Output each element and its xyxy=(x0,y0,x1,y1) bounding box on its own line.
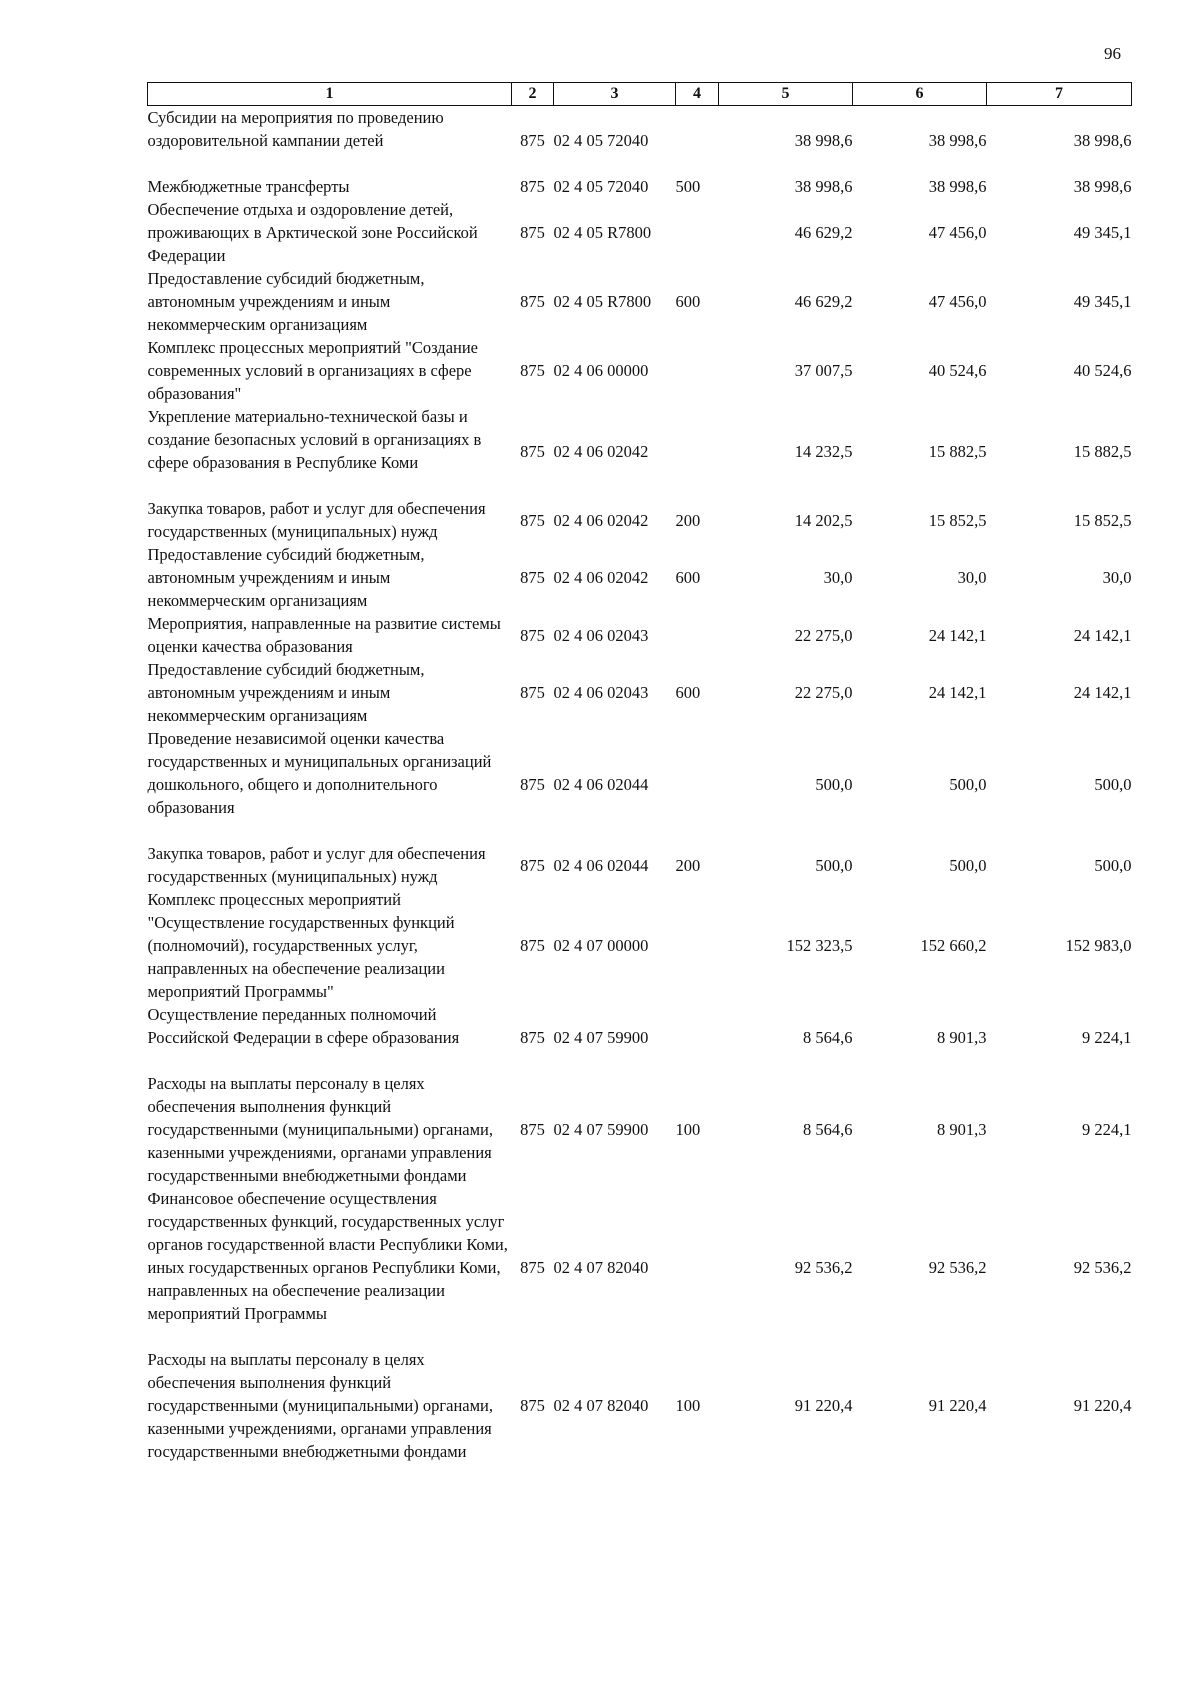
table-row xyxy=(148,842,1132,888)
row-amount-col6: 24 142,1 xyxy=(928,625,987,645)
row-amount-col5: 152 323,5 xyxy=(786,936,853,955)
row-amount-col6: 8 901,3 xyxy=(937,1028,987,1047)
row-ministry-code: 875 xyxy=(520,936,545,955)
row-amount-col5: 38 998,6 xyxy=(794,177,853,196)
row-ministry-code: 875 xyxy=(520,683,545,702)
row-amount-col5: 46 629,2 xyxy=(794,223,853,242)
row-amount-col7: 30,0 xyxy=(1102,568,1132,587)
row-ministry-code: 875 xyxy=(520,625,545,645)
row-expense-type xyxy=(676,405,719,497)
table-row xyxy=(148,198,1132,267)
row-amount-col5: 92 536,2 xyxy=(794,1258,853,1277)
row-description: Закупка товаров, работ и услуг для обеспечения государственных (муниципальных) нужд xyxy=(147,844,486,886)
row-description: Предоставление субсидий бюджетным, автономным учреждениям и иным некоммерческим организациям xyxy=(147,660,425,725)
row-amount-col7: 9 224,1 xyxy=(1082,1028,1132,1047)
row-amount-col7: 500,0 xyxy=(1094,775,1132,794)
row-target-article: 02 4 06 02042 xyxy=(553,441,649,461)
row-ministry-code: 875 xyxy=(520,568,545,587)
table-row xyxy=(148,405,1132,497)
row-amount-col6: 8 901,3 xyxy=(937,1120,987,1139)
row-target-article: 02 4 06 02043 xyxy=(553,683,649,702)
row-amount-col5: 500,0 xyxy=(815,775,853,794)
row-expense-type: 500 xyxy=(675,177,701,196)
row-amount-col7: 49 345,1 xyxy=(1073,292,1132,311)
row-description: Предоставление субсидий бюджетным, автономным учреждениям и иным некоммерческим организациям xyxy=(147,269,425,334)
row-amount-col6: 38 998,6 xyxy=(928,177,987,196)
row-target-article: 02 4 06 02043 xyxy=(553,625,649,645)
row-description: Межбюджетные трансферты xyxy=(147,177,350,196)
row-amount-col5: 500,0 xyxy=(815,855,853,875)
row-amount-col5: 46 629,2 xyxy=(794,292,853,311)
row-amount-col5: 8 564,6 xyxy=(803,1028,853,1047)
row-ministry-code: 875 xyxy=(520,441,545,461)
row-target-article: 02 4 05 R7800 xyxy=(553,292,652,311)
row-description: Закупка товаров, работ и услуг для обеспечения государственных (муниципальных) нужд xyxy=(147,499,486,541)
row-amount-col5: 22 275,0 xyxy=(794,683,853,702)
row-expense-type xyxy=(676,106,719,176)
row-expense-type: 600 xyxy=(675,568,701,587)
row-target-article: 02 4 07 59900 xyxy=(553,1028,649,1047)
column-header: 3 xyxy=(554,83,676,106)
row-expense-type: 200 xyxy=(675,855,701,875)
row-target-article: 02 4 05 R7800 xyxy=(553,223,652,242)
table-header-row xyxy=(148,83,1132,106)
row-amount-col6: 152 660,2 xyxy=(920,936,987,955)
page-number: 96 xyxy=(1104,44,1121,63)
row-amount-col6: 40 524,6 xyxy=(928,361,987,380)
row-expense-type xyxy=(676,888,719,1003)
row-expense-type: 100 xyxy=(675,1396,701,1415)
row-ministry-code: 875 xyxy=(520,223,545,242)
row-amount-col6: 47 456,0 xyxy=(928,223,987,242)
row-ministry-code: 875 xyxy=(520,1120,545,1139)
row-description: Укрепление материально-технической базы и создание безопасных условий в организациях в сфере образования в Республике Коми xyxy=(147,407,482,472)
row-ministry-code: 875 xyxy=(520,177,545,196)
row-amount-col7: 24 142,1 xyxy=(1073,625,1132,645)
row-amount-col7: 38 998,6 xyxy=(1073,177,1132,196)
row-target-article: 02 4 06 02044 xyxy=(553,775,649,794)
row-expense-type xyxy=(676,727,719,842)
row-amount-col5: 14 232,5 xyxy=(794,441,853,461)
row-amount-col7: 38 998,6 xyxy=(1073,131,1132,150)
row-amount-col6: 91 220,4 xyxy=(928,1396,987,1415)
row-description: Комплекс процессных мероприятий "Создание современных условий в организациях в сфере образования" xyxy=(147,338,479,403)
row-amount-col6: 500,0 xyxy=(949,855,987,875)
row-description: Проведение независимой оценки качества государственных и муниципальных организаций дошкольного, общего и дополнительного образования xyxy=(147,729,492,817)
row-amount-col7: 15 852,5 xyxy=(1073,510,1132,530)
column-header: 7 xyxy=(987,83,1132,106)
row-amount-col6: 15 882,5 xyxy=(928,441,987,461)
column-header: 4 xyxy=(676,83,719,106)
row-amount-col7: 92 536,2 xyxy=(1073,1258,1132,1277)
row-amount-col6: 47 456,0 xyxy=(928,292,987,311)
row-amount-col7: 24 142,1 xyxy=(1073,683,1132,702)
row-description: Финансовое обеспечение осуществления государственных функций, государственных услуг органов государственной власти Республики Коми, иных государственных органов Республики Коми, направленных на обеспечение реализации мероприятий Программы xyxy=(147,1189,508,1323)
row-amount-col7: 9 224,1 xyxy=(1082,1120,1132,1139)
row-expense-type xyxy=(676,198,719,267)
row-amount-col6: 15 852,5 xyxy=(928,510,987,530)
row-amount-col5: 8 564,6 xyxy=(803,1120,853,1139)
table-row xyxy=(148,612,1132,658)
row-target-article: 02 4 06 02044 xyxy=(553,855,649,875)
row-amount-col7: 91 220,4 xyxy=(1073,1396,1132,1415)
table-row xyxy=(148,1348,1132,1463)
row-amount-col5: 38 998,6 xyxy=(794,131,853,150)
row-amount-col7: 500,0 xyxy=(1094,855,1132,875)
column-header: 1 xyxy=(148,83,512,106)
row-target-article: 02 4 05 72040 xyxy=(553,131,649,150)
row-target-article: 02 4 07 82040 xyxy=(553,1396,649,1415)
row-amount-col7: 40 524,6 xyxy=(1073,361,1132,380)
row-expense-type: 600 xyxy=(675,292,701,311)
column-header: 6 xyxy=(853,83,987,106)
row-ministry-code: 875 xyxy=(520,855,545,875)
row-target-article: 02 4 05 72040 xyxy=(553,177,649,196)
row-amount-col6: 500,0 xyxy=(949,775,987,794)
row-amount-col6: 38 998,6 xyxy=(928,131,987,150)
budget-table xyxy=(147,82,1132,1463)
column-header: 2 xyxy=(512,83,554,106)
row-ministry-code: 875 xyxy=(520,775,545,794)
table-row xyxy=(148,106,1132,176)
row-ministry-code: 875 xyxy=(520,361,545,380)
table-row xyxy=(148,1072,1132,1187)
table-row xyxy=(148,658,1132,727)
row-target-article: 02 4 07 00000 xyxy=(553,936,649,955)
table-row xyxy=(148,336,1132,405)
table-body xyxy=(148,106,1132,1464)
row-amount-col7: 49 345,1 xyxy=(1073,223,1132,242)
row-description: Мероприятия, направленные на развитие системы оценки качества образования xyxy=(147,614,501,656)
row-amount-col7: 152 983,0 xyxy=(1065,936,1132,955)
row-ministry-code: 875 xyxy=(520,510,545,530)
row-amount-col5: 22 275,0 xyxy=(794,625,853,645)
row-amount-col5: 30,0 xyxy=(823,568,853,587)
row-expense-type: 600 xyxy=(675,683,701,702)
table-row xyxy=(148,267,1132,336)
row-amount-col5: 14 202,5 xyxy=(794,510,853,530)
row-expense-type xyxy=(676,336,719,405)
row-expense-type: 200 xyxy=(675,510,701,530)
table-row xyxy=(148,1003,1132,1072)
row-target-article: 02 4 07 82040 xyxy=(553,1258,649,1277)
row-expense-type xyxy=(676,1187,719,1348)
row-ministry-code: 875 xyxy=(520,292,545,311)
column-header: 5 xyxy=(719,83,853,106)
row-description: Осуществление переданных полномочий Российской Федерации в сфере образования xyxy=(147,1005,460,1047)
row-expense-type xyxy=(676,1003,719,1072)
row-description: Расходы на выплаты персоналу в целях обеспечения выполнения функций государственными (муниципальными) органами, казенными учреждениями, органами управления государственными внебюджетными фондами xyxy=(147,1350,494,1461)
table-row xyxy=(148,497,1132,543)
row-amount-col6: 24 142,1 xyxy=(928,683,987,702)
row-description: Предоставление субсидий бюджетным, автономным учреждениям и иным некоммерческим организациям xyxy=(147,545,425,610)
table-row xyxy=(148,727,1132,842)
row-ministry-code: 875 xyxy=(520,131,545,150)
row-description: Субсидии на мероприятия по проведению оздоровительной кампании детей xyxy=(147,108,444,150)
row-description: Обеспечение отдыха и оздоровление детей, проживающих в Арктической зоне Российской Федерации xyxy=(147,200,478,265)
row-description: Комплекс процессных мероприятий "Осуществление государственных функций (полномочий), государственных услуг, направленных на обеспечение реализации мероприятий Программы" xyxy=(147,890,455,1001)
row-expense-type: 100 xyxy=(675,1120,701,1139)
row-expense-type xyxy=(676,612,719,658)
row-ministry-code: 875 xyxy=(520,1028,545,1047)
row-amount-col6: 92 536,2 xyxy=(928,1258,987,1277)
row-target-article: 02 4 07 59900 xyxy=(553,1120,649,1139)
row-amount-col6: 30,0 xyxy=(957,568,987,587)
row-ministry-code: 875 xyxy=(520,1258,545,1277)
row-amount-col5: 37 007,5 xyxy=(794,361,853,380)
table-row xyxy=(148,1187,1132,1348)
row-target-article: 02 4 06 00000 xyxy=(553,361,649,380)
row-description: Расходы на выплаты персоналу в целях обеспечения выполнения функций государственными (муниципальными) органами, казенными учреждениями, органами управления государственными внебюджетными фондами xyxy=(147,1074,494,1185)
row-amount-col5: 91 220,4 xyxy=(794,1396,853,1415)
row-target-article: 02 4 06 02042 xyxy=(553,510,649,530)
table-row xyxy=(148,175,1132,198)
row-ministry-code: 875 xyxy=(520,1396,545,1415)
row-amount-col7: 15 882,5 xyxy=(1073,441,1132,461)
row-target-article: 02 4 06 02042 xyxy=(553,568,649,587)
table-row xyxy=(148,543,1132,612)
table-row xyxy=(148,888,1132,1003)
